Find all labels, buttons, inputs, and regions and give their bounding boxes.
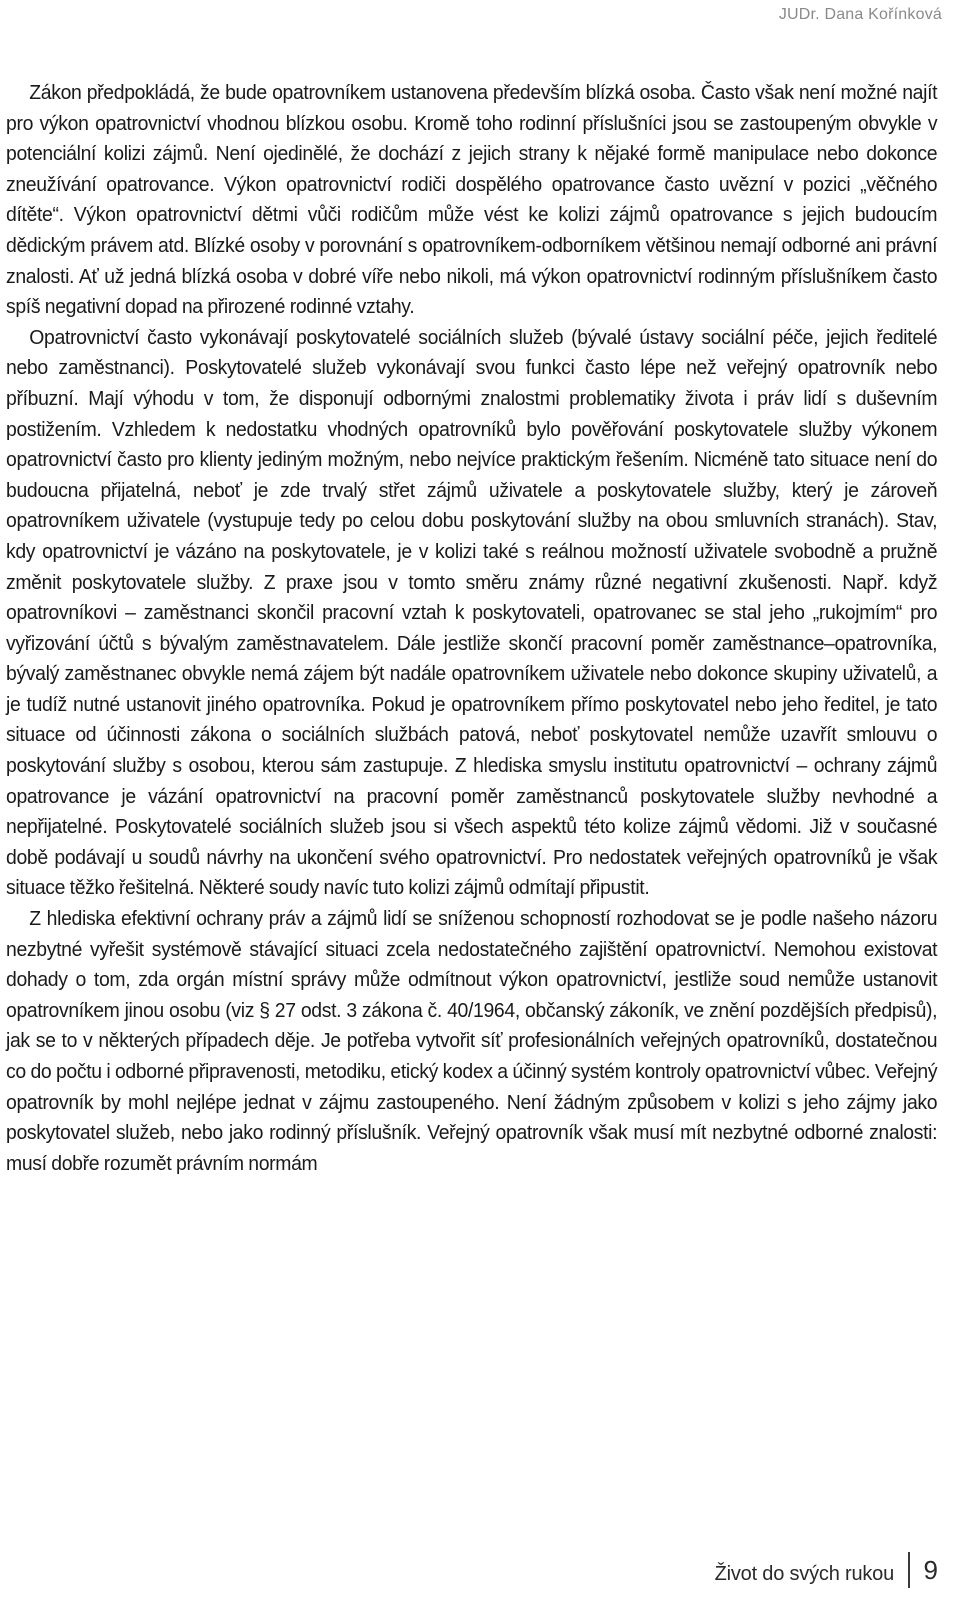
running-header-author: JUDr. Dana Kořínková: [778, 6, 942, 23]
page-footer: [715, 1550, 938, 1590]
paragraph-3: Z hlediska efektivní ochrany práv a zájmů lidí se sníženou schopností rozhodovat se je podle našeho názoru nezbytné vyřešit systémově stávající situaci zcela nedostatečného zajištění opatrovnictví. Nemohou existovat dohady o tom, zda orgán místní správy může odmítnout výkon opatrovnictví, jestliže soud nemůže ustanovit opatrovníkem jinou osobu (viz § 27 odst. 3 zákona č. 40/1964, občanský zákoník, ve znění pozdějších předpisů), jak se to v některých případech děje. Je potřeba vytvořit síť profesionálních veřejných opatrovníků, dostatečnou co do počtu i odborné připravenosti, metodiku, etický kodex a účinný systém kontroly opatrovnictví vůbec. Veřejný opatrovník by mohl nejlépe jednat v zájmu zastoupeného. Není žádným způsobem v kolizi s jeho zájmy jako poskytovatel služeb, nebo jako rodinný příslušník. Veřejný opatrovník však musí mít nezbytné odborné znalosti: musí dobře rozumět právním normám: [6, 908, 938, 1175]
paragraph-1: Zákon předpokládá, že bude opatrovníkem ustanovena především blízká osoba. Často však není možné najít pro výkon opatrovnictví vhodnou blízkou osobu. Kromě toho rodinní příslušníci jsou se zastoupeným obvykle v potenciální kolizi zájmů. Není ojedinělé, že dochází z jejich strany k nějaké formě manipulace nebo dokonce zneužívání opatrovance. Výkon opatrovnictví rodiči dospělého opatrovance často uvězní v pozici „věčného dítěte“. Výkon opatrovnictví dětmi vůči rodičům může vést ke kolizi zájmů opatrovance s jejich budoucím dědickým právem atd. Blízké osoby v porovnání s opatrovníkem-odborníkem většinou nemají odborné ani právní znalosti. Ať už jedná blízká osoba v dobré víře nebo nikoli, má výkon opatrovnictví rodinným příslušníkem často spíš negativní dopad na přirozené rodinné vztahy.: [6, 82, 938, 319]
page-number: 9: [923, 1554, 938, 1585]
footer-publication-title: Život do svých rukou: [714, 1562, 895, 1585]
body-text: [6, 78, 936, 1179]
footer-divider: [908, 1552, 910, 1588]
paragraph-2: Opatrovnictví často vykonávají poskytovatelé sociálních služeb (bývalé ústavy sociální péče, jejich ředitelé nebo zaměstnanci). Poskytovatelé služeb vykonávají svou funkci často lépe než veřejný opatrovník nebo příbuzní. Mají výhodu v tom, že disponují odbornými znalostmi problematiky života i práv lidí s duševním postižením. Vzhledem k nedostatku vhodných opatrovníků bylo pověřování poskytovatele služby výkonem opatrovnictví často pro klienty jediným možným, nebo nejvíce praktickým řešením. Nicméně tato situace není do budoucna přijatelná, neboť je zde trvalý střet zájmů uživatele a poskytovatele služby, který je zároveň opatrovníkem uživatele (vystupuje tedy po celou dobu poskytování služby na obou smluvních stranách). Stav, kdy opatrovnictví je vázáno na poskytovatele, je v kolizi také s reálnou možností uživatele svobodně a pružně změnit poskytovatele služby. Z praxe jsou v tomto směru známy různé negativní zkušenosti. Např. když opatrovníkovi – zaměstnanci skončil pracovní vztah k poskytovateli, opatrovanec se stal jeho „rukojmím“ pro vyřizování účtů s bývalým zaměstnavatelem. Dále jestliže skončí pracovní poměr zaměstnance–opatrovníka, bývalý zaměstnanec obvykle nemá zájem být nadále opatrovníkem uživatele nebo dokonce skupiny uživatelů, a je tudíž nutné ustanovit jiného opatrovníka. Pokud je opatrovníkem přímo poskytovatel nebo jeho ředitel, je tato situace od účinnosti zákona o sociálních službách patová, neboť poskytovatel nemůže uzavřít smlouvu o poskytování služby s osobou, kterou sám zastupuje. Z hlediska smyslu institutu opatrovnictví – ochrany zájmů opatrovance je vázání opatrovnictví na pracovní poměr zaměstnanců poskytovatele služby nevhodné a nepřijatelné. Poskytovatelé sociálních služeb jsou si všech aspektů této kolize zájmů vědomi. Již v současné době podávají u soudů návrhy na ukončení svého opatrovnictví. Pro nedostatek veřejných opatrovníků je však situace těžko řešitelná. Některé soudy navíc tuto kolizi zájmů odmítají připustit.: [6, 326, 938, 900]
